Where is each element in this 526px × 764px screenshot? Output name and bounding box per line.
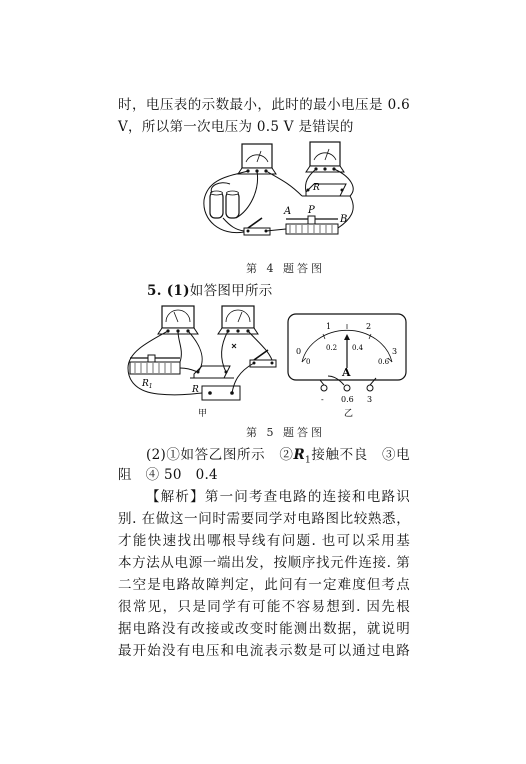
bottom-scale-1: 0.2 (326, 344, 338, 352)
part2-r-sub: 1 (305, 455, 312, 466)
figure-5-caption: 第 5 题答图 (246, 426, 325, 439)
label-r1-sub: 1 (148, 383, 153, 390)
ammeter (218, 306, 258, 334)
top-scale-1: 1 (326, 322, 332, 331)
label-jia: 甲 (198, 409, 208, 419)
voltmeter-right (306, 142, 344, 172)
analysis-line-3: 才能快速找出哪根导线有问题. 也可以采用基 (118, 533, 410, 549)
ammeter-letter: A (342, 366, 351, 379)
analysis-line-1: 【解析】第一问考查电路的连接和电路识 (146, 489, 410, 505)
voltmeter-left (238, 144, 276, 174)
analysis-line-7: 据电路没有改接或改变时能测出数据，就说明 (118, 621, 410, 637)
top-scale-3: 3 (392, 347, 398, 356)
question-5-part1 (147, 282, 387, 300)
figure-4-circuit (190, 140, 365, 252)
question-5-part2-continued: 阻 ④ 50 0.4 (118, 467, 218, 483)
label-r: R (192, 385, 199, 395)
text-line-1: 时，电压表的示数最小，此时的最小电压是 0.6 (118, 97, 410, 113)
terminal-labels (321, 395, 372, 404)
label-r1 (141, 379, 153, 390)
terminal-3: 3 (367, 395, 373, 404)
analysis-line-5: 二空是电路故障判定，此问有一定难度但考点 (118, 577, 410, 593)
rheostat (286, 216, 338, 234)
switch (250, 350, 276, 367)
terminal-minus: - (321, 395, 324, 404)
switch (244, 218, 270, 235)
label-yi: 乙 (344, 409, 354, 418)
analysis-line-4: 本方法从电源一端出发，按顺序找元件连接. 第 (118, 555, 410, 571)
bottom-scale-0: 0 (306, 358, 311, 366)
analysis-line-2: 别. 在做这一问时需要同学对电路图比较熟悉， (118, 511, 410, 527)
rheostat-r1 (130, 355, 180, 374)
bottom-scale-2: 0.4 (352, 344, 364, 352)
label-b: B (340, 214, 348, 225)
part2-r-letter: R (293, 447, 306, 463)
power-supply (202, 386, 240, 400)
figure-4-caption: 第 4 题答图 (246, 262, 325, 275)
analysis-line-6: 很常见，只是同学有可能不容易想到. 因先根 (118, 599, 410, 615)
part2-text-a: (2)①如答乙图所示 ② (146, 447, 294, 463)
label-r1-letter: R (142, 379, 149, 389)
label-r: R (313, 183, 320, 193)
voltmeter (158, 306, 198, 334)
bottom-scale-3: 0.6 (378, 358, 390, 366)
battery-pack (210, 191, 239, 218)
figure-5-circuit-jia (118, 302, 286, 420)
label-p: P (308, 205, 315, 216)
text-line-2: V，所以第一次电压为 0.5 V 是错误的 (118, 119, 354, 135)
top-scale-0: 0 (296, 347, 302, 356)
part2-text-b: 接触不良 ③电 (311, 447, 410, 463)
label-a: A (284, 206, 292, 217)
top-scale-2: 2 (366, 322, 372, 331)
question-5-answer: 如答图甲所示 (189, 283, 273, 299)
analysis-line-8: 最开始没有电压和电流表示数是可以通过电路 (118, 643, 410, 659)
figure-5-ammeter-yi (286, 312, 410, 418)
question-5-number: 5. (1) (147, 283, 190, 299)
terminal-0-6: 0.6 (341, 395, 354, 404)
resistor-r (302, 184, 350, 196)
